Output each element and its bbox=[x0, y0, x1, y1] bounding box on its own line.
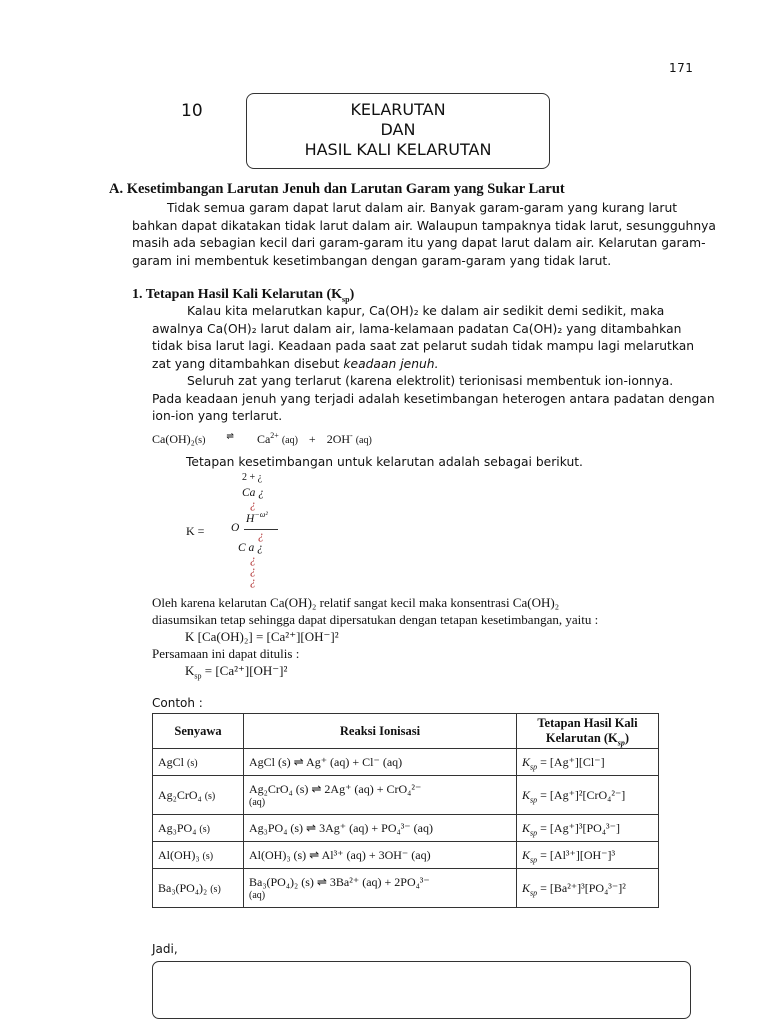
frac-h bbox=[246, 510, 268, 525]
page-number: 171 bbox=[669, 61, 694, 75]
row-reaction: Ag₃PO₄ (s) ⇌ 3Ag⁺ (aq) + PO₄³⁻ (aq) bbox=[244, 815, 517, 842]
frac-line-c: ¿ bbox=[250, 499, 256, 511]
table-row bbox=[153, 842, 659, 869]
ksp-sub: sp bbox=[530, 794, 538, 804]
ksp-sub: sp bbox=[530, 854, 538, 864]
row-state: (s) bbox=[202, 850, 214, 862]
p1-line-4: zat yang ditambahkan disebut bbox=[152, 356, 344, 371]
ksp-symbol: K bbox=[522, 754, 531, 769]
row-ksp bbox=[517, 869, 659, 908]
frac-o: O bbox=[231, 522, 240, 534]
row-reaction: Al(OH)₃ (s) ⇌ Al³⁺ (aq) + 3OH⁻ (aq) bbox=[244, 842, 517, 869]
row-ksp bbox=[517, 815, 659, 842]
section-a-paragraph bbox=[132, 200, 716, 270]
frac-h-sup: −ω² bbox=[254, 510, 268, 520]
frac-line-a: 2 + ¿ bbox=[242, 472, 263, 483]
k-label: K = bbox=[186, 524, 205, 538]
header-reaksi: Reaksi Ionisasi bbox=[244, 714, 517, 749]
row-ksp bbox=[517, 842, 659, 869]
subsection-1-heading-sub: sp bbox=[342, 294, 350, 304]
subsection-1-paragraph-1 bbox=[152, 303, 694, 373]
ksp-eq-k: K bbox=[185, 663, 195, 678]
frac-line-d: ¿ bbox=[258, 530, 264, 542]
row-reaction: AgCl (s) ⇌ Ag⁺ (aq) + Cl⁻ (aq) bbox=[244, 749, 517, 776]
header-tetapan-line-1: Tetapan Hasil Kali bbox=[537, 716, 638, 730]
row-compound: Ag₃PO₄ bbox=[158, 820, 197, 835]
row-reaction-line-1: Ba₃(PO₄)₂ (s) ⇌ 3Ba²⁺ (aq) + 2PO₄³⁻ bbox=[249, 875, 430, 889]
eq-left-state: (s) bbox=[194, 435, 206, 446]
p2-line-2: Pada keadaan jenuh yang terjadi adalah kesetimbangan heterogen antara padatan dengan bbox=[152, 391, 715, 406]
k-equation: K [Ca(OH)₂] = [Ca²⁺][OH⁻]² bbox=[185, 629, 339, 644]
eq-right-2-state: (aq) bbox=[355, 435, 372, 446]
example-table bbox=[152, 713, 659, 908]
p1-line-1: Kalau kita melarutkan kapur, Ca(OH)₂ ke dalam air sedikit demi sedikit, maka bbox=[187, 304, 665, 318]
subsection-1-heading-text: 1. Tetapan Hasil Kali Kelarutan (K bbox=[132, 287, 343, 302]
ksp-sub: sp bbox=[530, 827, 538, 837]
equilibrium-arrow-icon: ⇌ bbox=[226, 431, 234, 441]
chapter-title-line-1: KELARUTAN bbox=[350, 100, 446, 119]
p2-line-1: Seluruh zat yang terlarut (karena elektrolit) terionisasi membentuk ion-ionnya. bbox=[187, 374, 674, 388]
conclusion-answer-box[interactable] bbox=[152, 961, 691, 1019]
eq-right-1-charge: 2+ bbox=[270, 431, 279, 440]
row-reaction-line-2: (aq) bbox=[249, 797, 266, 808]
p2-line-3: ion-ion yang terlarut. bbox=[152, 409, 283, 423]
row-ksp-value: = [Ag⁺][Cl⁻] bbox=[540, 754, 605, 769]
p4-line-2: diasumsikan tetap sehingga dapat dipersatukan dengan tetapan kesetimbangan, yaitu : bbox=[152, 612, 599, 627]
section-a-line-1: Tidak semua garam dapat larut dalam air. Banyak garam-garam yang kurang larut bbox=[167, 201, 678, 215]
section-a-line-4: garam ini membentuk kesetimbangan dengan garam-garam yang tidak larut. bbox=[132, 253, 612, 268]
row-compound: AgCl bbox=[158, 754, 185, 769]
section-a-line-2: bahkan dapat dikatakan tidak larut dalam air. Walaupun tampaknya tidak larut, sesungguhnya bbox=[132, 218, 716, 233]
chapter-number: 10 bbox=[181, 101, 203, 121]
row-ksp-value: = [Ag⁺]²[CrO₄²⁻] bbox=[540, 787, 626, 802]
header-tetapan bbox=[517, 714, 659, 749]
row-ksp bbox=[517, 776, 659, 815]
row-reaction bbox=[244, 869, 517, 908]
row-ksp bbox=[517, 749, 659, 776]
row-state: (s) bbox=[199, 823, 210, 835]
row-state: (s) bbox=[187, 757, 198, 769]
row-compound: Al(OH)₃ bbox=[158, 847, 200, 862]
ksp-eq-sub: sp bbox=[194, 671, 202, 681]
eq-left: Ca(OH)₂ bbox=[152, 432, 195, 446]
frac-line-b: Ca ¿ bbox=[242, 487, 265, 499]
ksp-sub: sp bbox=[530, 761, 538, 771]
eq-right-1-state: (aq) bbox=[281, 435, 298, 446]
p5-text: Persamaan ini dapat ditulis : bbox=[152, 646, 300, 661]
row-reaction bbox=[244, 776, 517, 815]
eq-right-2: 2OH bbox=[326, 432, 351, 446]
conclusion-label: Jadi, bbox=[152, 942, 178, 956]
chapter-title-line-3: HASIL KALI KELARUTAN bbox=[304, 140, 492, 159]
ksp-equation bbox=[152, 662, 598, 679]
row-ksp-value: = [Ag⁺]³[PO₄³⁻] bbox=[540, 820, 620, 835]
table-row bbox=[153, 776, 659, 815]
row-reaction-line-1: Ag₂CrO₄ (s) ⇌ 2Ag⁺ (aq) + CrO₄²⁻ bbox=[249, 782, 422, 796]
header-tetapan-line-2: Kelarutan (K bbox=[545, 731, 618, 745]
subsection-1-heading-end: ) bbox=[349, 287, 355, 302]
ksp-symbol: K bbox=[522, 847, 531, 862]
ksp-sub: sp bbox=[530, 887, 538, 897]
header-tetapan-end: ) bbox=[624, 731, 630, 745]
row-state: (s) bbox=[204, 790, 216, 802]
ksp-symbol: K bbox=[522, 880, 531, 895]
section-a-line-3: masih ada sebagian kecil dari garam-garam itu yang dapat larut dalam air. Kelarutan garam- bbox=[132, 236, 706, 250]
header-senyawa: Senyawa bbox=[153, 714, 244, 749]
chapter-title-box bbox=[246, 93, 550, 169]
eq-right-1: Ca bbox=[256, 432, 271, 446]
row-reaction-line-2: (aq) bbox=[249, 890, 266, 901]
p1-italic-term: keadaan jenuh. bbox=[343, 356, 439, 371]
subsection-1-heading bbox=[132, 287, 354, 303]
dissociation-equation bbox=[152, 431, 372, 447]
row-ksp-value: = [Al³⁺][OH⁻]³ bbox=[540, 847, 616, 862]
eq-right-2-charge: - bbox=[350, 431, 353, 440]
eq-plus: + bbox=[308, 432, 316, 446]
table-row bbox=[153, 749, 659, 776]
frac-h-text: H bbox=[246, 513, 255, 525]
ksp-eq-rest: = [Ca²⁺][OH⁻]² bbox=[201, 663, 288, 678]
p1-line-2: awalnya Ca(OH)₂ larut dalam air, lama-kelamaan padatan Ca(OH)₂ yang ditambahkan bbox=[152, 321, 682, 336]
subsection-1-paragraph-4 bbox=[152, 594, 598, 679]
ksp-symbol: K bbox=[522, 787, 531, 802]
p3-text: Tetapan kesetimbangan untuk kelarutan adalah sebagai berikut. bbox=[186, 455, 583, 469]
p4-line-1: Oleh karena kelarutan Ca(OH)₂ relatif sangat kecil maka konsentrasi Ca(OH)₂ bbox=[152, 595, 560, 610]
table-row bbox=[153, 869, 659, 908]
row-ksp-value: = [Ba²⁺]³[PO₄³⁻]² bbox=[540, 880, 626, 895]
ksp-symbol: K bbox=[522, 820, 531, 835]
frac-line-f: ¿ bbox=[250, 554, 256, 566]
frac-line-g: ¿ bbox=[250, 565, 256, 577]
row-compound: Ba₃(PO₄)₂ bbox=[158, 880, 208, 895]
frac-line-h2: ¿ bbox=[250, 576, 256, 588]
frac-line-e: C a ¿ bbox=[238, 542, 263, 554]
example-label: Contoh : bbox=[152, 696, 203, 710]
table-row bbox=[153, 815, 659, 842]
p1-line-3: tidak bisa larut lagi. Keadaan pada saat zat pelarut sudah tidak mampu lagi melarutkan bbox=[152, 339, 695, 353]
table-header-row bbox=[153, 714, 659, 749]
row-state: (s) bbox=[210, 883, 221, 895]
chapter-title-line-2: DAN bbox=[380, 120, 416, 139]
row-compound: Ag₂CrO₄ bbox=[158, 787, 202, 802]
subsection-1-paragraph-2 bbox=[152, 373, 715, 426]
section-a-heading: A. Kesetimbangan Larutan Jenuh dan Larutan Garam yang Sukar Larut bbox=[109, 181, 565, 197]
header-tetapan-sub: sp bbox=[617, 738, 625, 748]
